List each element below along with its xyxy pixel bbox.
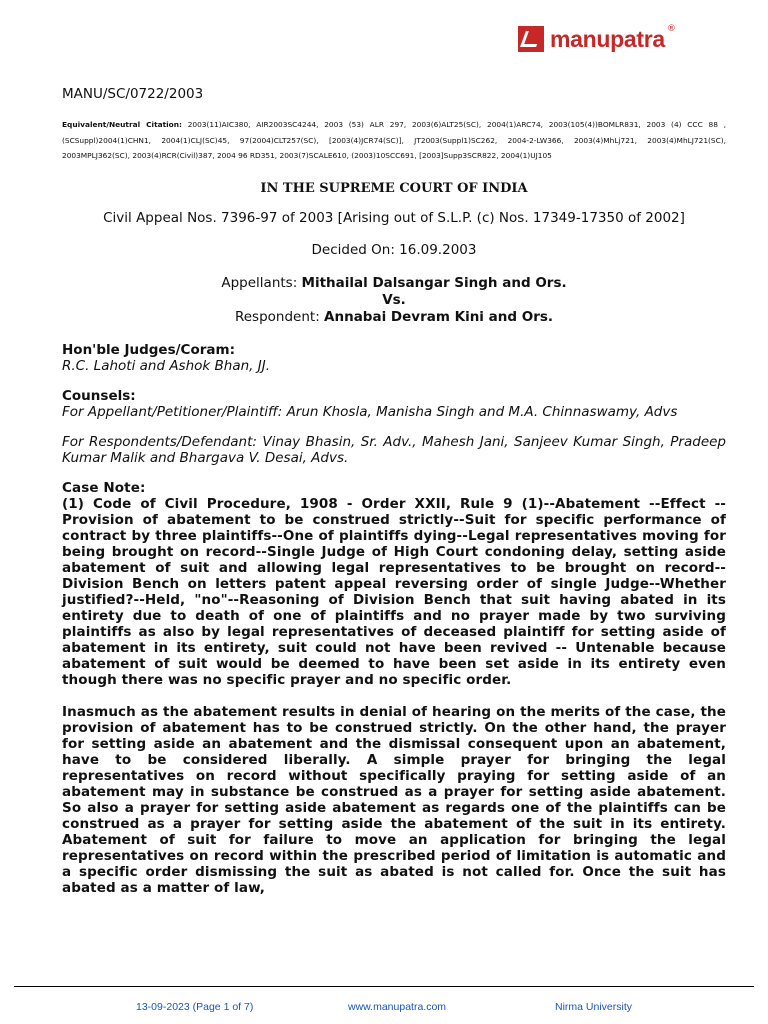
versus: Vs. [382, 291, 406, 308]
manupatra-logo-icon [518, 26, 544, 52]
footer-divider [14, 986, 754, 987]
appellants-label: Appellants: [221, 274, 302, 291]
footer-website-link[interactable]: www.manupatra.com [348, 1001, 447, 1013]
citation-text: 2003(11)AIC380, AIR2003SC4244, 2003 (53) ALR 297, 2003(6)ALT25(SC), 2004(1)ARC74, 2003(105(4))BOMLR831, 2003 (4) CCC 88 , (SCSuppl)2004(1)CHN1, 2004(1)CLJ(SC)45, 97(2004)CLT257(SC), [2003(4)JCR74(SC)], JT2003(Suppl1)SC262, 2004-2-LW366, 2003(4)MhLj721, 2003(4)MhLJ721(SC), 2003MPLJ362(SC), 2003(4)RCR(Civil)387, 2004 96 RD351, 2003(7)SCALE610, (2003)10SCC691, [2003]Supp3SCR822, 2004(1)UJ105 [62, 120, 727, 160]
respondent-line [62, 309, 726, 326]
case-note-paragraph-1: (1) Code of Civil Procedure, 1908 - Order XXII, Rule 9 (1)--Abatement --Effect -- Provision of abatement to be construed strictly--Suit for specific performance of contract by three plaintiffs--One of plaintiffs dying--Legal representatives moving for being brought on record--Single Judge of High Court condoning delay, setting aside abatement of suit and allowing legal representatives to be brought on record--Division Bench on letters patent appeal reversing order of single Judge--Whether justified?--Held, "no"--Reasoning of Division Bench that suit having abated in its entirety due to death of one of plaintiffs and no prayer made by two surviving plaintiffs as also by legal representatives of deceased plaintiff for setting aside of abatement in its entirety, suit could not have been revived -- Untenable because abatement of suit would be deemed to have been set aside in its entirety even though there was no specific prayer and no specific order. [62, 495, 726, 688]
logo-text: manupatra [550, 25, 665, 52]
case-note-paragraph-2: Inasmuch as the abatement results in denial of hearing on the merits of the case, the provision of abatement has to be construed strictly. On the other hand, the prayer for setting aside an abatement and the dismissal consequent upon an abatement, have to be considered liberally. A simple prayer for bringing the legal representatives on record without specifically praying for setting aside of an abatement may in substance be construed as a prayer for setting aside abatement. So also a prayer for setting aside abatement as regards one of the plaintiffs can be construed as a prayer for setting aside the abatement of the suit in its entirety. Abatement of suit for failure to move an application for bringing the legal representatives on record within the prescribed period of limitation is automatic and a specific order dismissing the suit as abated is not called for. Once the suit has abated as a matter of law, [62, 703, 726, 896]
manupatra-logo [518, 24, 718, 54]
parties [62, 275, 726, 326]
appellants-name: Mithailal Dalsangar Singh and Ors. [301, 274, 567, 291]
document-body [62, 86, 726, 896]
equivalent-citation [62, 117, 726, 164]
citation-label: Equivalent/Neutral Citation: [62, 120, 182, 129]
registered-mark: ® [666, 24, 676, 34]
case-note-heading: Case Note: [62, 479, 146, 496]
counsel-appellant: For Appellant/Petitioner/Plaintiff: Arun Khosla, Manisha Singh and M.A. Chinnaswamy, Advs [62, 403, 678, 420]
respondent-name: Annabai Devram Kini and Ors. [324, 308, 554, 325]
counsels-section [62, 388, 726, 420]
court-name: IN THE SUPREME COURT OF INDIA [260, 180, 528, 196]
appellants-line [62, 275, 726, 292]
footer-institution: Nirma University [555, 1001, 633, 1013]
footer-date-page: 13-09-2023 (Page 1 of 7) [136, 1001, 254, 1013]
manu-id: MANU/SC/0722/2003 [62, 86, 204, 102]
respondent-label: Respondent: [234, 308, 325, 325]
counsels-heading: Counsels: [62, 387, 136, 404]
decided-date: Decided On: 16.09.2003 [311, 241, 477, 258]
judges-names: R.C. Lahoti and Ashok Bhan, JJ. [62, 357, 270, 374]
judges-heading: Hon'ble Judges/Coram: [62, 341, 235, 358]
appeal-number: Civil Appeal Nos. 7396-97 of 2003 [Arising out of S.L.P. (c) Nos. 17349-17350 of 2002] [103, 209, 685, 226]
counsel-respondent: For Respondents/Defendant: Vinay Bhasin, Sr. Adv., Mahesh Jani, Sanjeev Kumar Singh, Pradeep Kumar Malik and Bhargava V. Desai, Advs. [62, 433, 726, 466]
judges-section [62, 342, 726, 374]
